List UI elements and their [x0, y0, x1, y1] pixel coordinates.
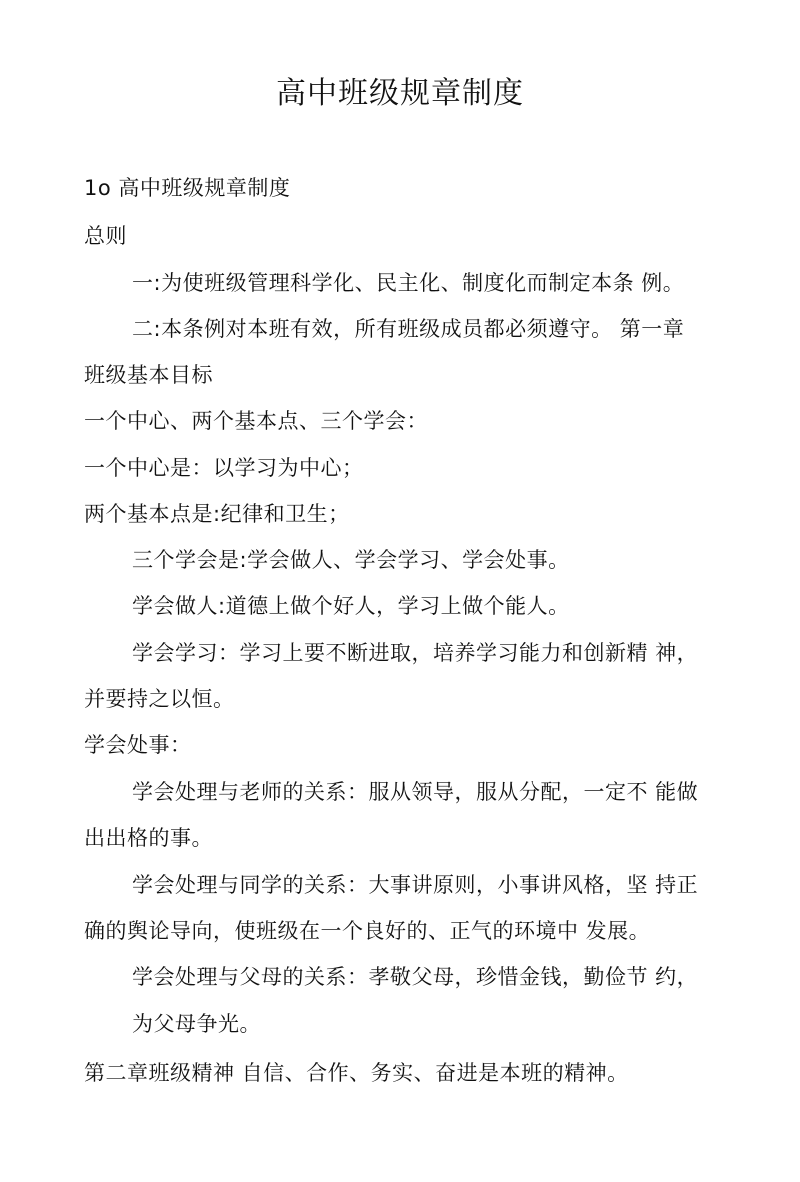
paragraph-line: 二:本条例对本班有效，所有班级成员都必须遵守。 第一章: [132, 317, 685, 341]
paragraph-line: 第二章班级精神 自信、合作、务实、奋进是本班的精神。: [84, 1061, 629, 1085]
paragraph-line: 一个中心是：以学习为中心；: [84, 456, 364, 480]
paragraph-line: 并要持之以恒。: [84, 687, 235, 711]
section-heading: 1o 高中班级规章制度: [84, 176, 291, 200]
paragraph-line: 确的舆论导向，使班级在一个良好的、正气的环境中 发展。: [84, 919, 651, 943]
document-title: 高中班级规章制度: [276, 76, 524, 111]
general-provisions-heading: 总则: [84, 224, 127, 248]
paragraph-line: 学会处事：: [84, 733, 192, 757]
paragraph-line: 三个学会是:学会做人、学会学习、学会处事。: [132, 548, 570, 572]
paragraph-line: 一:为使班级管理科学化、民主化、制度化而制定本条 例。: [132, 271, 685, 295]
paragraph-line: 两个基本点是:纪律和卫生；: [84, 502, 350, 526]
paragraph-line: 一个中心、两个基本点、三个学会：: [84, 409, 428, 433]
paragraph-line: 为父母争光。: [132, 1012, 261, 1036]
paragraph-line: 学会处理与同学的关系：大事讲原则，小事讲风格，坚 持正: [132, 873, 699, 897]
paragraph-line: 学会处理与父母的关系：孝敬父母，珍惜金钱，勤俭节 约，: [132, 965, 699, 989]
paragraph-line: 学会处理与老师的关系：服从领导，服从分配，一定不 能做: [132, 780, 699, 804]
paragraph-line: 学会做人:道德上做个好人，学习上做个能人。: [132, 594, 570, 618]
paragraph-line: 出出格的事。: [84, 826, 213, 850]
paragraph-line: 班级基本目标: [84, 363, 213, 387]
paragraph-line: 学会学习：学习上要不断进取，培养学习能力和创新精 神，: [132, 641, 699, 665]
